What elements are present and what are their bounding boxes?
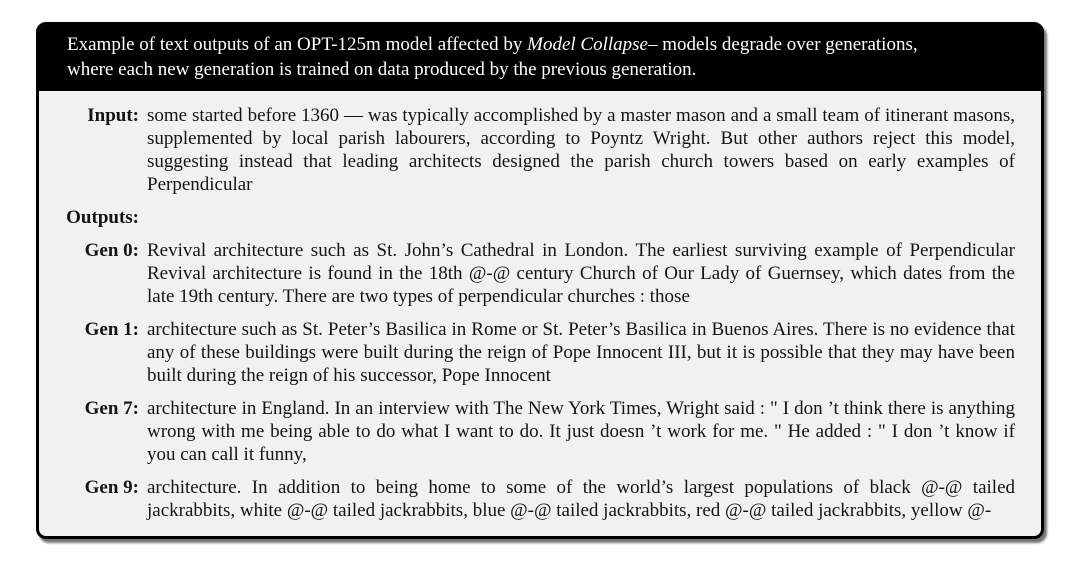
gen-1-text: architecture such as St. Peter’s Basilica in Rome or St. Peter’s Basilica in Buenos Aires. There is no evidence that any of these buildings were built during the reign of Pope Innocent III, but it is possible that they may have been built during the reign of his successor, Pope Innocent xyxy=(147,319,1015,386)
gen-0-label: Gen 0: xyxy=(84,240,139,261)
gen-7-label: Gen 7: xyxy=(84,398,139,419)
outputs-label: Outputs: xyxy=(66,207,139,228)
gen-7-row xyxy=(61,397,1015,466)
caption-line1-end: – models degrade over generations, xyxy=(648,34,918,55)
gen-0-row xyxy=(61,239,1015,308)
outputs-row xyxy=(61,206,1015,229)
model-collapse-figure xyxy=(36,22,1044,539)
figure-caption xyxy=(39,25,1041,91)
gen-9-text: architecture. In addition to being home to some of the world’s largest populations of black @-@ tailed jackrabbits, white @-@ tailed jackrabbits, blue @-@ tailed jackrabbits, red @-@ tailed jackrabbits, yellow @- xyxy=(147,477,1015,521)
gen-1-row xyxy=(61,318,1015,387)
outputs-text xyxy=(147,206,1015,229)
gen-9-row xyxy=(61,476,1015,522)
caption-line1-start: Example of text outputs of an OPT-125m model affected by xyxy=(67,34,528,55)
caption-italic-term: Model Collapse xyxy=(527,34,648,55)
gen-9-label: Gen 9: xyxy=(84,477,139,498)
caption-line2: where each new generation is trained on data produced by the previous generation. xyxy=(67,59,697,80)
gen-7-text: architecture in England. In an interview with The New York Times, Wright said : " I don ’t think there is anything wrong with me being able to do what I want to do. It just doesn ’t work for me. " He added : " I don ’t know if you can call it funny, xyxy=(147,398,1015,465)
input-row xyxy=(61,104,1015,196)
figure-body xyxy=(39,91,1041,536)
input-label: Input: xyxy=(87,105,139,126)
gen-0-text: Revival architecture such as St. John’s Cathedral in London. The earliest surviving example of Perpendicular Revival architecture is found in the 18th @-@ century Church of Our Lady of Guernsey, which dates from the late 19th century. There are two types of perpendicular churches : those xyxy=(147,240,1015,307)
input-text: some started before 1360 — was typically accomplished by a master mason and a small team of itinerant masons, supplemented by local parish labourers, according to Poyntz Wright. But other authors reject this model, suggesting instead that leading architects designed the parish church towers based on early examples of Perpendicular xyxy=(147,105,1015,195)
gen-1-label: Gen 1: xyxy=(84,319,139,340)
